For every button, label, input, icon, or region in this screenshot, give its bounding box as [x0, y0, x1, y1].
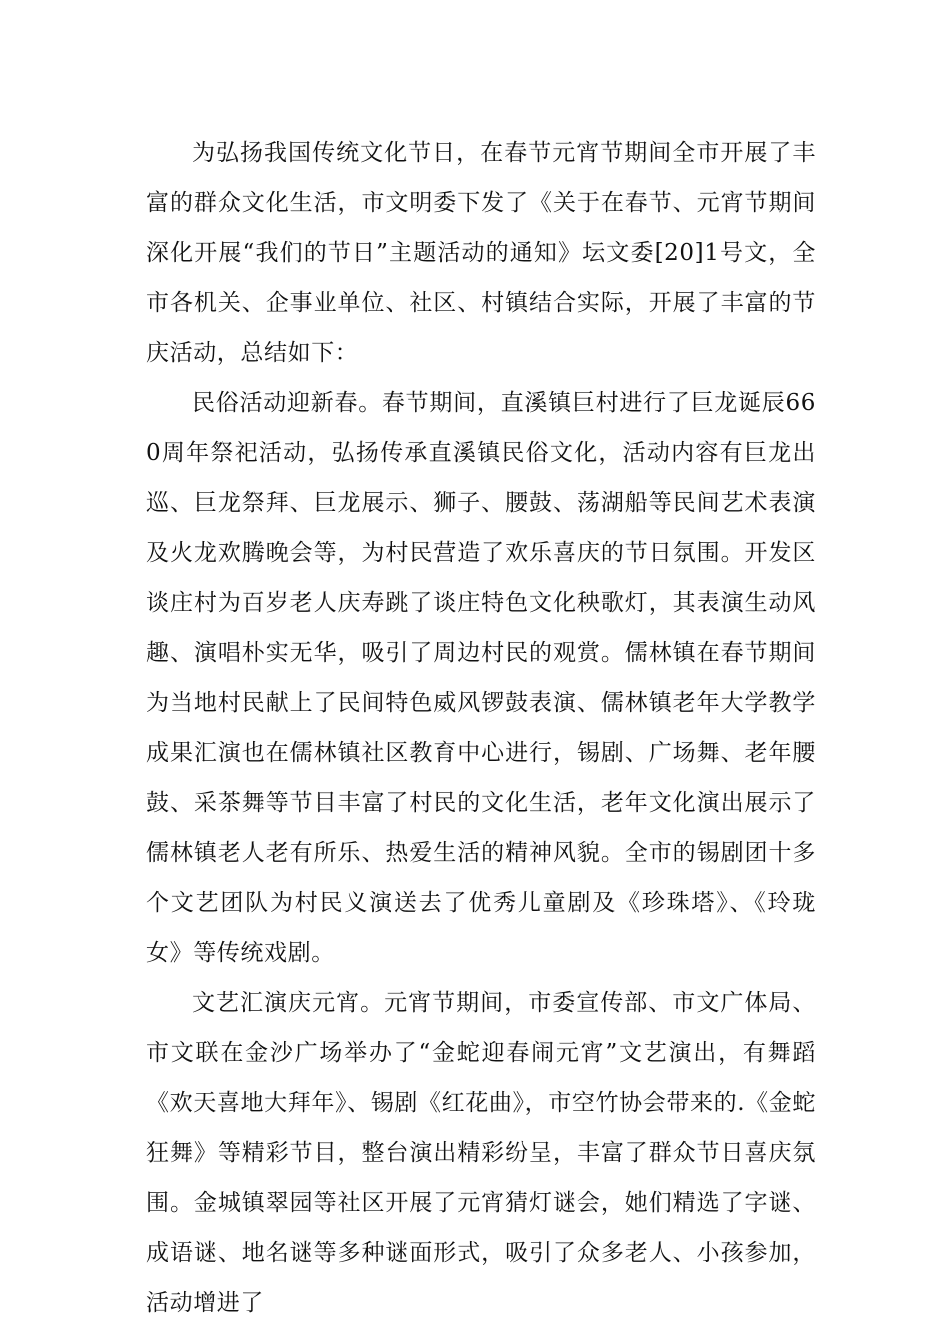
document-body — [146, 128, 816, 1328]
paragraph-folk-activities: 民俗活动迎新春。春节期间，直溪镇巨村进行了巨龙诞辰660周年祭祀活动，弘扬传承直溪镇民俗文化，活动内容有巨龙出巡、巨龙祭拜、巨龙展示、狮子、腰鼓、荡湖船等民间艺术表演及火龙欢腾晚会等，为村民营造了欢乐喜庆的节日氛围。开发区谈庄村为百岁老人庆寿跳了谈庄特色文化秧歌灯，其表演生动风趣、演唱朴实无华，吸引了周边村民的观赏。儒林镇在春节期间为当地村民献上了民间特色威风锣鼓表演、儒林镇老年大学教学成果汇演也在儒林镇社区教育中心进行，锡剧、广场舞、老年腰鼓、采茶舞等节目丰富了村民的文化生活，老年文化演出展示了儒林镇老人老有所乐、热爱生活的精神风貌。全市的锡剧团十多个文艺团队为村民义演送去了优秀儿童剧及《珍珠塔》、《玲珑女》等传统戏剧。 — [146, 390, 816, 966]
paragraph-lantern-festival: 文艺汇演庆元宵。元宵节期间，市委宣传部、市文广体局、市文联在金沙广场举办了“金蛇迎春闹元宵”文艺演出，有舞蹈《欢天喜地大拜年》、锡剧《红花曲》，市空竹协会带来的.《金蛇狂舞》等精彩节目，整台演出精彩纷呈，丰富了群众节日喜庆氛围。金城镇翠园等社区开展了元宵猜灯谜会，她们精选了字谜、成语谜、地名谜等多种谜面形式，吸引了众多老人、小孩参加，活动增进了 — [146, 990, 816, 1316]
paragraph-intro: 为弘扬我国传统文化节日，在春节元宵节期间全市开展了丰富的群众文化生活，市文明委下发了《关于在春节、元宵节期间深化开展“我们的节日”主题活动的通知》坛文委[20]1号文，全市各机关、企事业单位、社区、村镇结合实际，开展了丰富的节庆活动，总结如下： — [146, 140, 816, 366]
